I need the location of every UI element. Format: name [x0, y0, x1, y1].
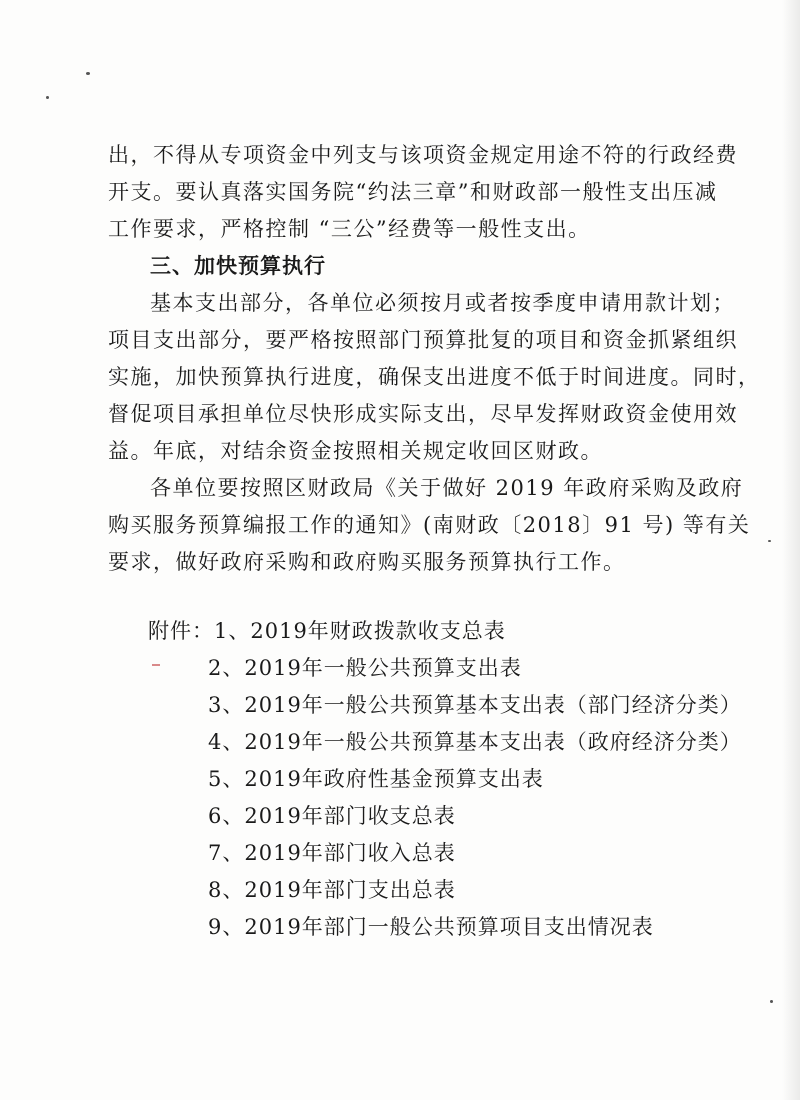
heading-text: 三、加快预算执行	[150, 254, 326, 278]
attachment-item: 2、2019年一般公共预算支出表	[208, 656, 522, 680]
attachment-item: 4、2019年一般公共预算基本支出表（政府经济分类）	[208, 730, 742, 754]
attachments-label: 附件：	[148, 619, 214, 643]
attachment-item: 9、2019年部门一般公共预算项目支出情况表	[208, 915, 654, 939]
text-line: 要求，做好政府采购和政府购买服务预算执行工作。	[108, 550, 626, 574]
section-heading	[108, 248, 693, 285]
text-line: 各单位要按照区财政局《关于做好 2019 年政府采购及政府	[150, 476, 744, 500]
attachments-list	[148, 613, 742, 946]
attachment-item: 3、2019年一般公共预算基本支出表（部门经济分类）	[208, 693, 742, 717]
text-line: 工作要求，严格控制 “三公”经费等一般性支出。	[108, 217, 591, 241]
scan-speck	[86, 72, 90, 75]
attachment-item: 1、2019年财政拨款收支总表	[214, 619, 506, 643]
attachment-item: 5、2019年政府性基金预算支出表	[208, 767, 544, 791]
paragraph-procurement	[108, 470, 751, 581]
paragraph-continuation	[108, 137, 738, 248]
text-line: 出，不得从专项资金中列支与该项资金规定用途不符的行政经费	[108, 143, 738, 167]
text-line: 督促项目承担单位尽快形成实际支出，尽早发挥财政资金使用效	[108, 402, 738, 426]
paragraph-budget-execution	[108, 285, 761, 470]
text-line: 实施，加快预算执行进度，确保支出进度不低于时间进度。同时，	[108, 365, 761, 389]
scan-speck	[768, 540, 771, 542]
attachment-row	[148, 613, 742, 650]
page-edge-shadow	[782, 0, 800, 1100]
attachment-item: 8、2019年部门支出总表	[208, 878, 456, 902]
attachment-item: 7、2019年部门收入总表	[208, 841, 456, 865]
text-line: 项目支出部分，要严格按照部门预算批复的项目和资金抓紧组织	[108, 328, 738, 352]
scan-speck	[770, 1000, 773, 1003]
scan-speck	[46, 96, 49, 99]
text-line: 益。年底，对结余资金按照相关规定收回区财政。	[108, 439, 603, 463]
red-ink-mark	[152, 664, 160, 666]
text-line: 开支。要认真落实国务院“约法三章”和财政部一般性支出压减	[108, 180, 718, 204]
attachment-item: 6、2019年部门收支总表	[208, 804, 456, 828]
text-line: 购买服务预算编报工作的通知》(南财政〔2018〕91 号) 等有关	[108, 513, 751, 537]
text-line: 基本支出部分，各单位必须按月或者按季度申请用款计划；	[150, 291, 735, 315]
